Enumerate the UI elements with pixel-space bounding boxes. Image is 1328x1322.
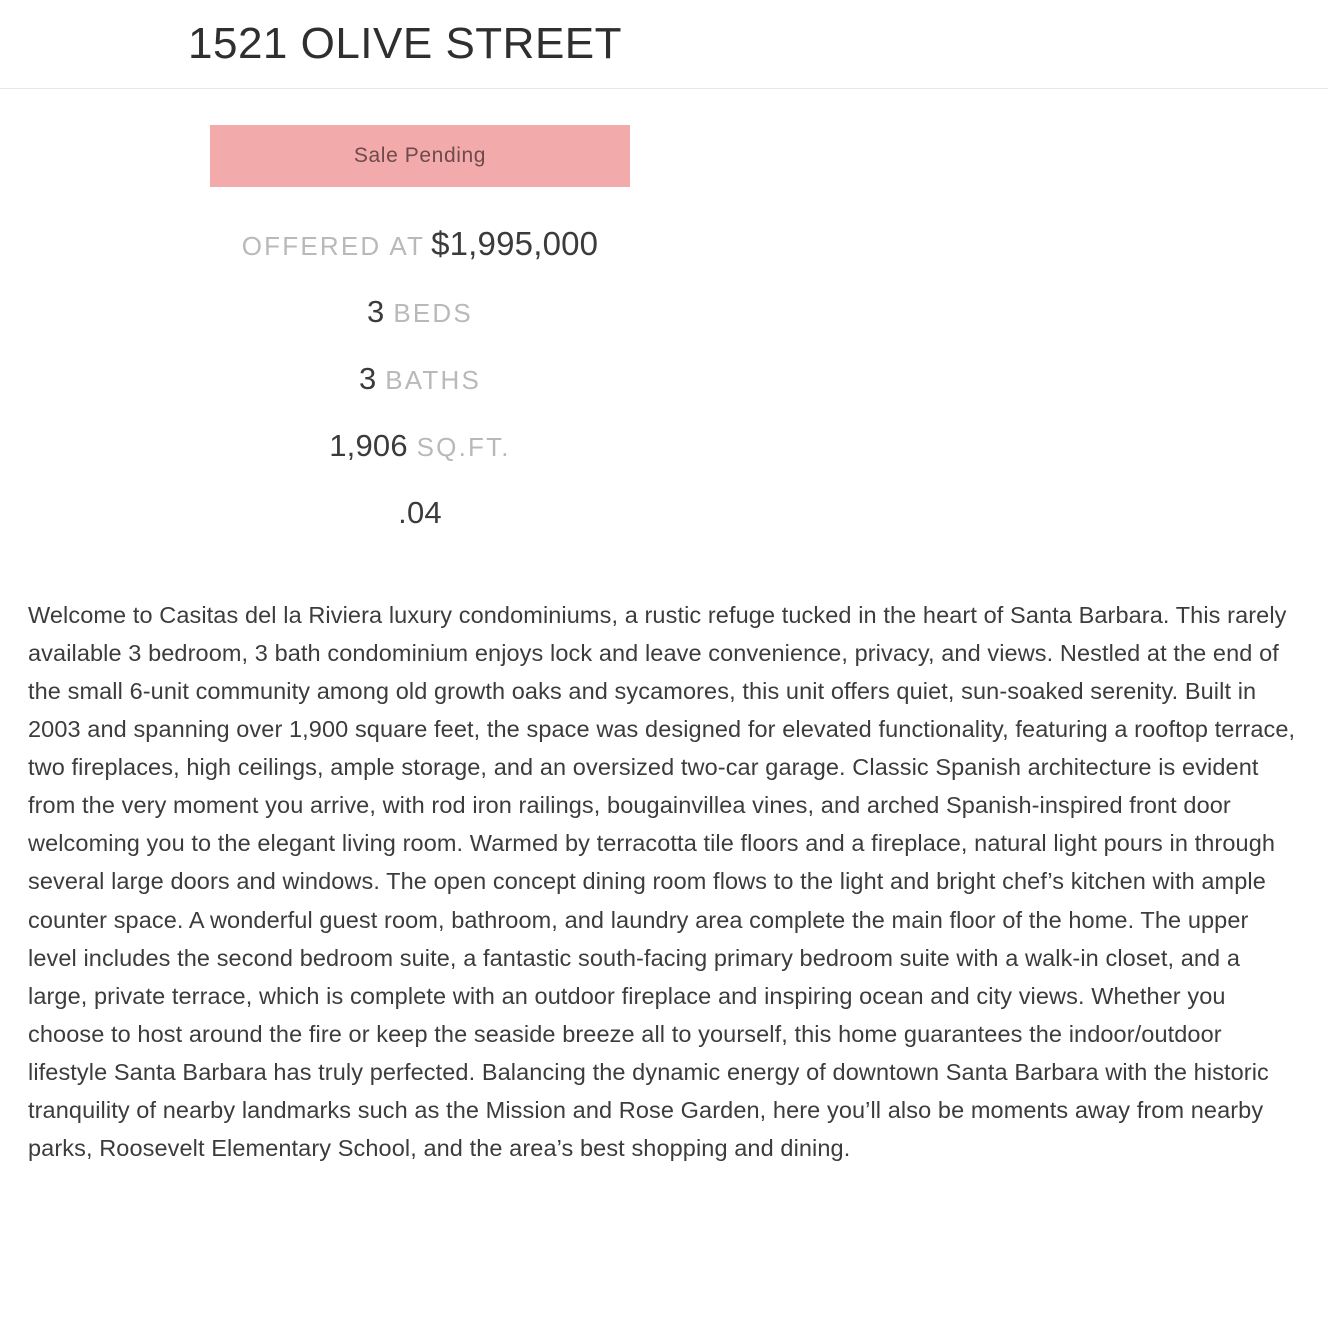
beds-value: 3: [367, 294, 385, 329]
page-title: 1521 OLIVE STREET: [188, 18, 623, 68]
sqft-value: 1,906: [329, 428, 408, 463]
listing-summary: [0, 89, 1328, 528]
baths-value: 3: [358, 361, 377, 396]
lot-acres-value: .04: [398, 495, 442, 530]
stat-beds: [0, 296, 840, 327]
baths-label: BATHS: [385, 365, 482, 395]
price-value: $1,995,000: [431, 225, 599, 262]
price-label: OFFERED AT: [241, 231, 426, 261]
stat-sqft: [0, 430, 840, 461]
status-badge: Sale Pending: [210, 125, 630, 187]
page-header: [0, 0, 1328, 89]
beds-label: BEDS: [393, 298, 473, 328]
sqft-label: SQ.FT.: [416, 432, 511, 462]
stat-lot-acres: [0, 497, 840, 528]
stat-price: [0, 227, 840, 260]
stat-baths: [0, 363, 840, 394]
listing-description: Welcome to Casitas del la Riviera luxury condominiums, a rustic refuge tucked in the heart of Santa Barbara. This rarely available 3 bedroom, 3 bath condominium enjoys lock and leave convenience, privacy, and views. Nestled at the end of the small 6-unit community among old growth oaks and sycamores, this unit offers quiet, sun-soaked serenity. Built in 2003 and spanning over 1,900 square feet, the space was designed for elevated functionality, featuring a rooftop terrace, two fireplaces, high ceilings, ample storage, and an oversized two-car garage. Classic Spanish architecture is evident from the very moment you arrive, with rod iron railings, bougainvillea vines, and arched Spanish-inspired front door welcoming you to the elegant living room. Warmed by terracotta tile floors and a fireplace, natural light pours in through several large doors and windows. The open concept dining room flows to the light and bright chef’s kitchen with ample counter space. A wonderful guest room, bathroom, and laundry area complete the main floor of the home. The upper level includes the second bedroom suite, a fantastic south-facing primary bedroom suite with a walk-in closet, and a large, private terrace, which is complete with an outdoor fireplace and inspiring ocean and city views. Whether you choose to host around the fire or keep the seaside breeze all to yourself, this home guarantees the indoor/outdoor lifestyle Santa Barbara has truly perfected. Balancing the dynamic energy of downtown Santa Barbara with the historic tranquility of nearby landmarks such as the Mission and Rose Garden, here you’ll also be moments away from nearby parks, Roosevelt Elementary School, and the area’s best shopping and dining.: [28, 602, 1296, 1161]
listing-stats: [0, 227, 840, 528]
